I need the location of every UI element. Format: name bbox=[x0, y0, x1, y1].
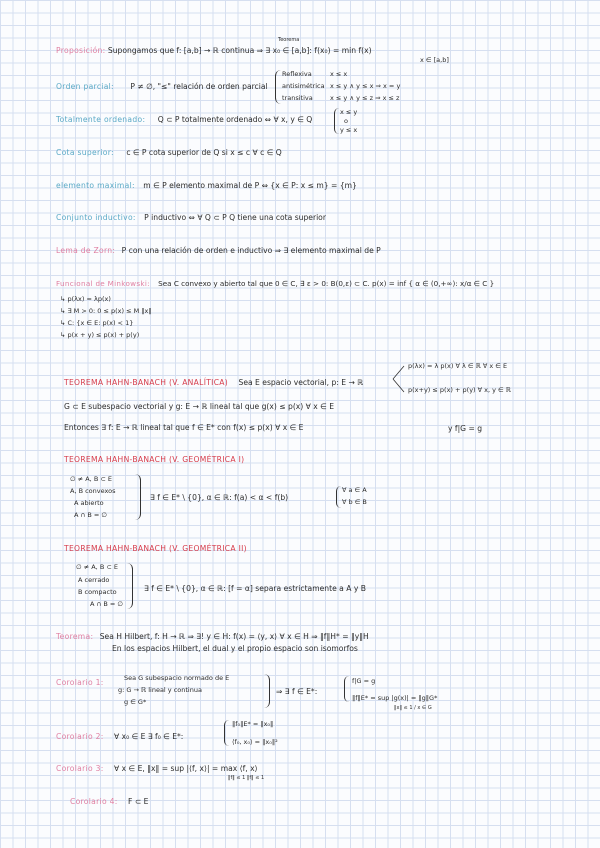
teorema-label: Teorema: bbox=[56, 632, 94, 641]
total-row bbox=[56, 115, 312, 124]
cor2-brace-item: ⟨f₀, x₀⟩ = ‖x₀‖² bbox=[232, 738, 278, 746]
cor3-label: Corolario 3: bbox=[56, 764, 104, 773]
hb1-line2: G ⊂ E subespacio vectorial y g: E → ℝ lineal tal que g(x) ≤ p(x) ∀ x ∈ E bbox=[64, 402, 334, 411]
cor1-brace-left bbox=[344, 676, 349, 702]
zorn-row bbox=[56, 246, 381, 255]
orden-item-cond: x ≤ x bbox=[330, 70, 348, 78]
cor1-cond: Sea G subespacio normado de E bbox=[124, 674, 230, 682]
mink-row bbox=[56, 279, 494, 288]
proposition-row bbox=[56, 46, 372, 55]
cor4-text: F ⊂ E bbox=[128, 797, 149, 806]
proposition-label: Proposición: bbox=[56, 46, 106, 55]
hb1-branch: p(x+y) ≤ p(x) + p(y) ∀ x, y ∈ ℝ bbox=[408, 386, 511, 394]
mink-item: ↳ C: {x ∈ E: p(x) < 1} bbox=[60, 319, 134, 327]
total-label: Totalmente ordenado: bbox=[56, 115, 146, 124]
hb2-title: TEOREMA HAHN-BANACH (V. GEOMÉTRICA I) bbox=[64, 455, 245, 464]
cor3-row bbox=[56, 764, 258, 773]
inductivo-text: P inductivo ⇔ ∀ Q ⊂ P Q tiene una cota superior bbox=[144, 213, 326, 222]
orden-brace bbox=[275, 70, 281, 104]
hb2-brace bbox=[135, 474, 141, 520]
hb3-brace bbox=[127, 563, 133, 609]
hb1-branch: p(λx) = λ p(x) ∀ λ ∈ ℝ ∀ x ∈ E bbox=[408, 362, 508, 370]
tiny-annotation: Teorema bbox=[278, 37, 300, 43]
maximal-label: elemento maximal: bbox=[56, 181, 135, 190]
cor1-cond: g ∈ G* bbox=[124, 698, 147, 706]
hb1-line3: Entonces ∃ f: E → ℝ lineal tal que f ∈ E* con f(x) ≤ p(x) ∀ x ∈ E bbox=[64, 423, 304, 432]
hb2-tail: ∀ b ∈ B bbox=[342, 498, 367, 506]
hb1-row bbox=[64, 378, 363, 387]
orden-item-cond: x ≤ y ∧ y ≤ z ⇒ x ≤ z bbox=[330, 94, 400, 102]
hb2-tail: ∀ a ∈ A bbox=[342, 486, 367, 494]
hb2-cond: ∅ ≠ A, B ⊂ E bbox=[70, 475, 112, 483]
total-brace-item: x ≤ y bbox=[340, 108, 358, 116]
hb2-cond: A abierto bbox=[74, 499, 104, 507]
cor3-text: ∀ x ∈ E, ‖x‖ = sup |⟨f, x⟩| = max ⟨f, x⟩ bbox=[114, 764, 258, 773]
hb2-tail-brace bbox=[336, 486, 341, 508]
cor1-result: ⇒ ∃ f ∈ E*: bbox=[276, 687, 318, 696]
mink-item: ↳ p(x + y) ≤ p(x) + p(y) bbox=[60, 331, 140, 339]
mink-item: ↳ ∃ M > 0: 0 ≤ p(x) ≤ M ‖x‖ bbox=[60, 307, 152, 315]
maximal-row bbox=[56, 181, 357, 190]
cor1-label: Corolario 1: bbox=[56, 678, 104, 687]
cor1-brace-right bbox=[264, 674, 270, 708]
hb2-result: ∃ f ∈ E* \ {0}, α ∈ ℝ: f(a) < α < f(b) bbox=[150, 493, 289, 502]
orden-item-name: Reflexiva bbox=[282, 70, 312, 78]
total-brace-item: o bbox=[344, 117, 348, 125]
hb3-cond: A ∩ B = ∅ bbox=[90, 600, 124, 608]
hb3-title: TEOREMA HAHN-BANACH (V. GEOMÉTRICA II) bbox=[64, 544, 247, 553]
mink-item: ↳ p(λx) = λp(x) bbox=[60, 295, 111, 303]
hb1-text1: Sea E espacio vectorial, p: E → ℝ bbox=[238, 378, 364, 387]
cor4-row bbox=[70, 797, 148, 806]
cor1-brace-item: f|G = g bbox=[352, 677, 376, 685]
hb3-result: ∃ f ∈ E* \ {0}, α ∈ ℝ: [f = α] separa estrictamente a A y B bbox=[144, 584, 366, 593]
hb3-cond: A cerrado bbox=[78, 576, 110, 584]
cor1-brace-item: ‖f‖E* = sup |g(x)| = ‖g‖G* bbox=[352, 694, 438, 702]
hb3-cond: ∅ ≠ A, B ⊂ E bbox=[76, 563, 118, 571]
maximal-text: m ∈ P elemento maximal de P ⇔ {x ∈ P: x ≤ m} = {m} bbox=[143, 181, 357, 190]
zorn-label: Lema de Zorn: bbox=[56, 246, 116, 255]
teorema-text2: En los espacios Hilbert, el dual y el propio espacio son isomorfos bbox=[112, 644, 358, 653]
orden-item-name: transitiva bbox=[282, 94, 313, 102]
total-brace bbox=[334, 108, 339, 134]
cota-row bbox=[56, 148, 282, 157]
cor4-label: Corolario 4: bbox=[70, 797, 118, 806]
teorema-text: Sea H Hilbert, f: H → ℝ ⇒ ∃! y ∈ H: f(x) = ⟨y, x⟩ ∀ x ∈ H ⇒ ‖f‖H* = ‖y‖H bbox=[99, 632, 369, 641]
hb1-line3b: y f|G = g bbox=[448, 424, 483, 433]
cota-text: c ∈ P cota superior de Q si x ≤ c ∀ c ∈ Q bbox=[126, 148, 282, 157]
cor3-sub: ‖f‖ ≤ 1 ‖f‖ ≤ 1 bbox=[228, 775, 265, 781]
total-text: Q ⊂ P totalmente ordenado ⇔ ∀ x, y ∈ Q bbox=[157, 115, 313, 124]
cota-label: Cota superior: bbox=[56, 148, 114, 157]
cor2-text: ∀ x₀ ∈ E ∃ f₀ ∈ E*: bbox=[114, 732, 184, 741]
teorema-row bbox=[56, 632, 369, 641]
hb1-title: TEOREMA HAHN-BANACH (V. ANALÍTICA) bbox=[64, 378, 229, 387]
total-brace-item: y ≤ x bbox=[340, 126, 358, 134]
cor2-row bbox=[56, 732, 183, 741]
zorn-text: P con una relación de orden e inductivo ⇒ ∃ elemento maximal de P bbox=[121, 246, 381, 255]
mink-label: Funcional de Minkowski: bbox=[56, 279, 150, 288]
orden-item-name: antisimétrica bbox=[282, 82, 325, 90]
orden-row bbox=[56, 82, 268, 91]
cor2-brace bbox=[224, 720, 229, 746]
hb2-cond: A ∩ B = ∅ bbox=[74, 511, 108, 519]
cor1-cond: g: G → ℝ lineal y continua bbox=[118, 686, 202, 694]
branch-arrow-icon bbox=[392, 362, 406, 396]
cor2-brace-item: ‖f₀‖E* = ‖x₀‖ bbox=[232, 720, 274, 728]
inductivo-row bbox=[56, 213, 326, 222]
proposition-text: Supongamos que f: [a,b] → ℝ continua ⇒ ∃ x₀ ∈ [a,b]: f(x₀) = min f(x) bbox=[107, 46, 372, 55]
cor2-label: Corolario 2: bbox=[56, 732, 104, 741]
cor1-sub: ‖x‖ ≤ 1 / x ∈ G bbox=[394, 705, 432, 711]
proposition-sub: x ∈ [a,b] bbox=[420, 56, 449, 64]
hb3-cond: B compacto bbox=[78, 588, 117, 596]
inductivo-label: Conjunto inductivo: bbox=[56, 213, 136, 222]
orden-item-cond: x ≤ y ∧ y ≤ x ⇒ x = y bbox=[330, 82, 401, 90]
orden-text: P ≠ ∅, "≤" relación de orden parcial bbox=[130, 82, 268, 91]
mink-text: Sea C convexo y abierto tal que 0 ∈ C, ∃ ε > 0: B(0,ε) ⊂ C. p(x) = inf { α ∈ (0,+∞): x/α ∈ C } bbox=[158, 279, 495, 288]
orden-label: Orden parcial: bbox=[56, 82, 114, 91]
hb2-cond: A, B convexos bbox=[70, 487, 116, 495]
